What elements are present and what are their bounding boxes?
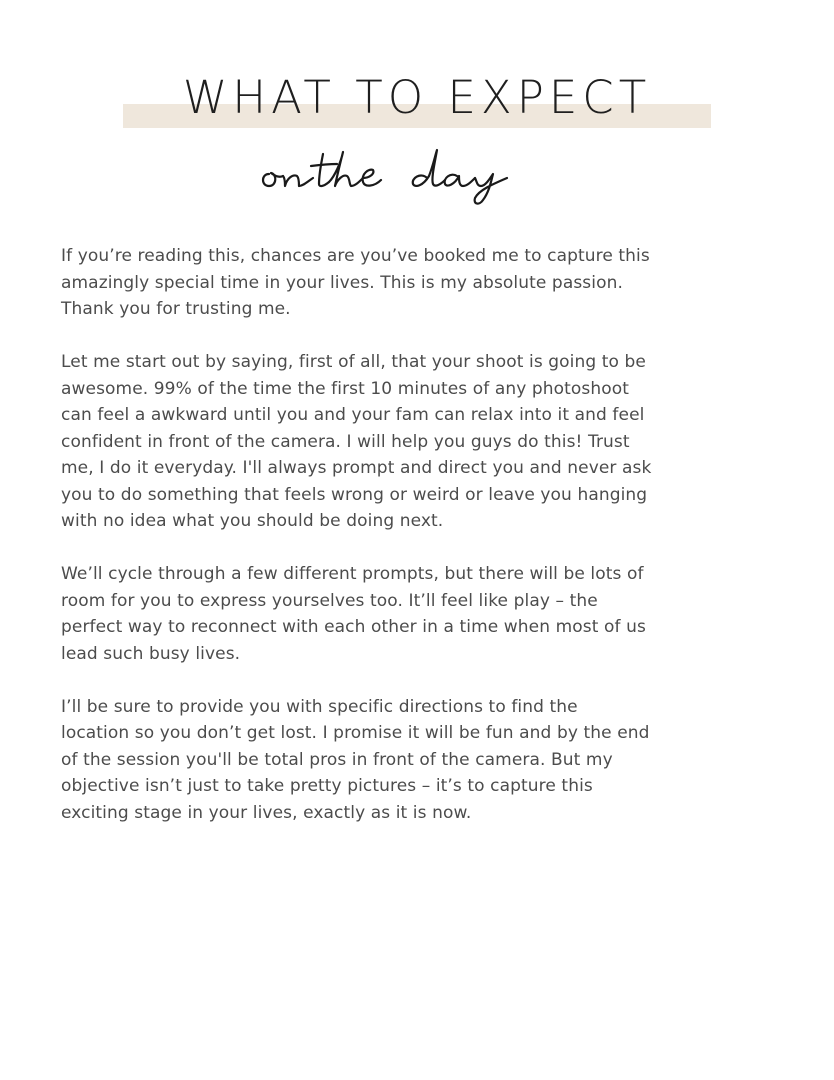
paragraph-location — [61, 694, 771, 827]
text-line: Thank you for trusting me. — [61, 299, 291, 319]
paragraph-prompts — [61, 561, 771, 667]
text-line: awesome. 99% of the time the first 10 minutes of any photoshoot — [61, 378, 630, 399]
page-title: WHAT TO EXPECT — [182, 71, 652, 124]
text-line: location so you don’t get lost. I promise it will be fun and by the end — [61, 723, 650, 743]
paragraph-shoot — [61, 349, 771, 535]
text-line: you to do something that feels wrong or weird or leave you hanging — [61, 484, 648, 505]
body-copy — [61, 243, 771, 853]
text-line: exciting stage in your lives, exactly as it is now. — [61, 802, 472, 823]
text-line: We’ll cycle through a few different prompts, but there will be lots of — [61, 564, 644, 584]
text-line: with no idea what you should be doing next. — [61, 511, 444, 531]
text-line: objective isn’t just to take pretty pictures – it’s to capture this — [61, 776, 593, 796]
text-line: Let me start out by saying, first of all, that your shoot is going to be — [61, 352, 646, 372]
text-line: I’ll be sure to provide you with specific directions to find the — [61, 696, 578, 717]
paragraph-intro — [61, 243, 771, 323]
text-line: If you’re reading this, chances are you’ve booked me to capture this — [61, 246, 650, 266]
text-line: confident in front of the camera. I will help you guys do this! Trust — [61, 431, 630, 452]
text-line: of the session you'll be total pros in front of the camera. But my — [61, 749, 613, 770]
page-header — [0, 0, 834, 230]
text-line: lead such busy lives. — [61, 643, 241, 664]
text-line: me, I do it everyday. I'll always prompt and direct you and never ask — [61, 458, 652, 478]
text-line: amazingly special time in your lives. This is my absolute passion. — [61, 272, 623, 293]
text-line: room for you to express yourselves too. It’ll feel like play – the — [61, 590, 598, 611]
script-subtitle — [0, 140, 834, 210]
text-line: perfect way to reconnect with each other in a time when most of us — [61, 617, 646, 637]
text-line: can feel a awkward until you and your fam can relax into it and feel — [61, 405, 645, 425]
script-subtitle-graphic — [257, 140, 577, 210]
